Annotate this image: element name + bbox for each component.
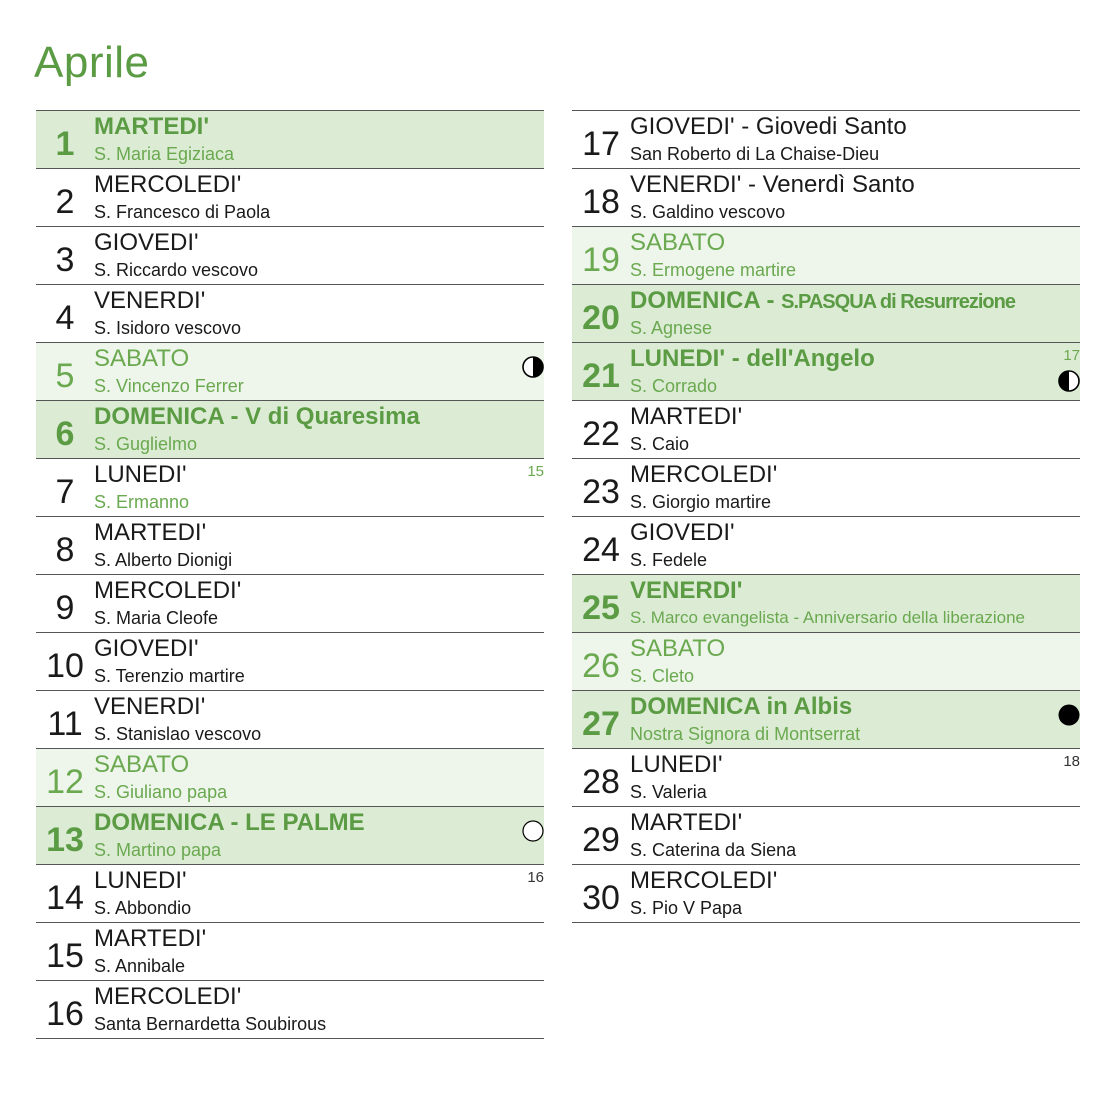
week-number: 15 <box>527 463 544 480</box>
saint-name: S. Corrado <box>630 376 718 396</box>
day-name <box>630 635 725 663</box>
day-name <box>94 113 209 141</box>
day-name <box>630 171 915 199</box>
day-name-text: DOMENICA - V di Quaresima <box>94 403 420 430</box>
day-name-text: MARTEDI' <box>94 113 210 140</box>
day-number: 13 <box>46 821 84 859</box>
day-number: 30 <box>582 879 620 917</box>
day-number: 3 <box>55 241 75 279</box>
day-name <box>94 983 241 1011</box>
day-row <box>572 169 1080 227</box>
first-quarter-moon-icon <box>522 356 544 378</box>
day-name <box>630 693 852 721</box>
day-name-text: MERCOLEDI' <box>94 983 242 1010</box>
day-number: 16 <box>46 995 84 1033</box>
week-number: 17 <box>1063 347 1080 364</box>
day-row <box>572 633 1080 691</box>
day-row <box>572 517 1080 575</box>
day-row <box>36 111 544 169</box>
day-name-text: DOMENICA in Albis <box>630 693 853 720</box>
day-name-text: MERCOLEDI' <box>630 867 778 894</box>
day-name-text: LUNEDI' <box>94 461 187 488</box>
day-row <box>36 459 544 517</box>
saint-name: S. Giorgio martire <box>630 492 772 512</box>
day-number: 7 <box>55 473 75 511</box>
day-row <box>572 285 1080 343</box>
saint-name: S. Giuliano papa <box>94 782 228 802</box>
day-name-text: VENERDI' <box>94 287 206 314</box>
day-name <box>94 461 187 489</box>
saint-name: S. Valeria <box>630 782 707 802</box>
day-number: 19 <box>582 241 620 279</box>
day-name-text: GIOVEDI' <box>630 519 735 546</box>
saint-name: S. Isidoro vescovo <box>94 318 242 338</box>
full-moon-icon <box>522 820 544 842</box>
day-name-text: SABATO <box>630 635 726 662</box>
saint-name: S. Caterina da Siena <box>630 840 797 860</box>
week-number: 16 <box>527 869 544 886</box>
day-number: 11 <box>47 705 83 743</box>
day-row <box>572 691 1080 749</box>
day-name <box>630 809 742 837</box>
feast-name: S.PASQUA di Resurrezione <box>781 291 1015 313</box>
day-name <box>94 287 205 315</box>
day-name-text: MARTEDI' <box>94 925 207 952</box>
saint-name: Nostra Signora di Montserrat <box>630 724 861 744</box>
day-name <box>94 403 420 431</box>
day-name-text: DOMENICA - LE PALME <box>94 809 365 836</box>
saint-name: S. Ermogene martire <box>630 260 797 280</box>
day-name-text: MERCOLEDI' <box>630 461 778 488</box>
day-row <box>36 227 544 285</box>
day-name <box>94 867 187 895</box>
day-name-text: LUNEDI' <box>630 751 723 778</box>
day-name <box>94 693 205 721</box>
day-row <box>36 285 544 343</box>
day-row <box>36 691 544 749</box>
day-name <box>94 229 199 257</box>
day-name-text: SABATO <box>94 345 190 372</box>
day-number: 27 <box>582 705 620 743</box>
day-number: 17 <box>582 125 620 163</box>
day-name <box>630 867 777 895</box>
day-number: 15 <box>46 937 84 975</box>
day-name-text: MERCOLEDI' <box>94 577 242 604</box>
day-name <box>630 461 777 489</box>
day-row <box>572 227 1080 285</box>
day-name <box>94 519 206 547</box>
calendar-column-right <box>572 110 1080 923</box>
day-row <box>36 169 544 227</box>
saint-name: S. Riccardo vescovo <box>94 260 259 280</box>
day-row <box>36 343 544 401</box>
day-name-text: SABATO <box>630 229 726 256</box>
saint-name: S. Ermanno <box>94 492 190 512</box>
day-name <box>94 809 365 837</box>
day-name-text: MERCOLEDI' <box>94 171 242 198</box>
day-name <box>630 403 742 431</box>
day-name-text: LUNEDI' - dell'Angelo <box>630 345 875 372</box>
day-number: 10 <box>46 647 84 685</box>
day-row <box>572 749 1080 807</box>
day-number: 2 <box>55 183 75 221</box>
day-row <box>36 865 544 923</box>
day-number: 1 <box>55 125 75 163</box>
saint-name: S. Agnese <box>630 318 713 338</box>
saint-name: Santa Bernardetta Soubirous <box>94 1014 327 1034</box>
day-name-text: VENERDI' <box>94 693 206 720</box>
day-row <box>572 807 1080 865</box>
saint-name: S. Pio V Papa <box>630 898 743 918</box>
calendar-column-left <box>36 110 544 1039</box>
day-number: 22 <box>582 415 620 453</box>
day-name-text: GIOVEDI' <box>94 635 199 662</box>
day-name-text: MARTEDI' <box>630 809 743 836</box>
saint-name: S. Annibale <box>94 956 186 976</box>
day-name <box>94 345 189 373</box>
day-number: 21 <box>582 357 620 395</box>
day-number: 5 <box>55 357 75 395</box>
day-row <box>572 343 1080 401</box>
day-name <box>94 171 241 199</box>
day-name-text: VENERDI' - Venerdì Santo <box>630 171 915 198</box>
day-number: 8 <box>55 531 75 569</box>
day-row <box>36 923 544 981</box>
day-number: 24 <box>582 531 620 569</box>
day-name <box>630 287 1015 316</box>
day-name <box>630 113 907 141</box>
day-number: 18 <box>582 183 620 221</box>
day-name <box>94 925 206 953</box>
day-number: 4 <box>55 299 75 337</box>
day-name <box>94 635 199 663</box>
day-name-text: MARTEDI' <box>630 403 743 430</box>
day-row <box>36 807 544 865</box>
day-number: 26 <box>582 647 620 685</box>
last-quarter-moon-icon <box>1058 370 1080 392</box>
day-row <box>572 401 1080 459</box>
saint-name: S. Maria Cleofe <box>94 608 219 628</box>
day-row <box>572 575 1080 633</box>
day-name-text: DOMENICA - <box>630 287 782 314</box>
day-number: 29 <box>582 821 620 859</box>
day-row <box>36 633 544 691</box>
day-number: 6 <box>55 415 75 453</box>
day-name <box>630 577 742 605</box>
day-row <box>36 401 544 459</box>
day-number: 20 <box>582 299 620 337</box>
day-number: 23 <box>582 473 620 511</box>
day-row <box>36 749 544 807</box>
day-name <box>630 519 735 547</box>
new-moon-icon <box>1058 704 1080 726</box>
day-number: 28 <box>582 763 620 801</box>
month-title: Aprile <box>34 38 150 87</box>
saint-name: S. Maria Egiziaca <box>94 144 235 164</box>
day-row <box>572 865 1080 923</box>
saint-name: S. Alberto Dionigi <box>94 550 233 570</box>
day-row <box>36 575 544 633</box>
day-row <box>36 517 544 575</box>
day-name-text: VENERDI' <box>630 577 743 604</box>
day-row <box>572 111 1080 169</box>
day-row <box>572 459 1080 517</box>
saint-name: S. Francesco di Paola <box>94 202 271 222</box>
day-name-text: SABATO <box>94 751 190 778</box>
day-name <box>94 751 189 779</box>
week-number: 18 <box>1063 753 1080 770</box>
day-name <box>630 751 723 779</box>
saint-name: S. Stanislao vescovo <box>94 724 262 744</box>
day-name-text: MARTEDI' <box>94 519 207 546</box>
day-row <box>36 981 544 1039</box>
saint-name: S. Abbondio <box>94 898 192 918</box>
day-number: 25 <box>582 589 620 627</box>
day-name-text: GIOVEDI' <box>94 229 199 256</box>
saint-name: S. Marco evangelista - Anniversario della liberazione <box>630 608 1025 627</box>
day-name <box>630 345 875 373</box>
saint-name: S. Vincenzo Ferrer <box>94 376 244 396</box>
day-name <box>630 229 725 257</box>
saint-name: S. Terenzio martire <box>94 666 245 686</box>
day-name <box>94 577 241 605</box>
saint-name: S. Guglielmo <box>94 434 198 454</box>
day-name-text: LUNEDI' <box>94 867 187 894</box>
day-number: 12 <box>46 763 84 801</box>
day-name-text: GIOVEDI' - Giovedi Santo <box>630 113 907 140</box>
day-number: 14 <box>46 879 84 917</box>
saint-name: S. Galdino vescovo <box>630 202 786 222</box>
saint-name: S. Caio <box>630 434 690 454</box>
saint-name: S. Fedele <box>630 550 708 570</box>
saint-name: San Roberto di La Chaise-Dieu <box>630 144 880 164</box>
saint-name: S. Cleto <box>630 666 695 686</box>
saint-name: S. Martino papa <box>94 840 222 860</box>
day-number: 9 <box>55 589 75 627</box>
